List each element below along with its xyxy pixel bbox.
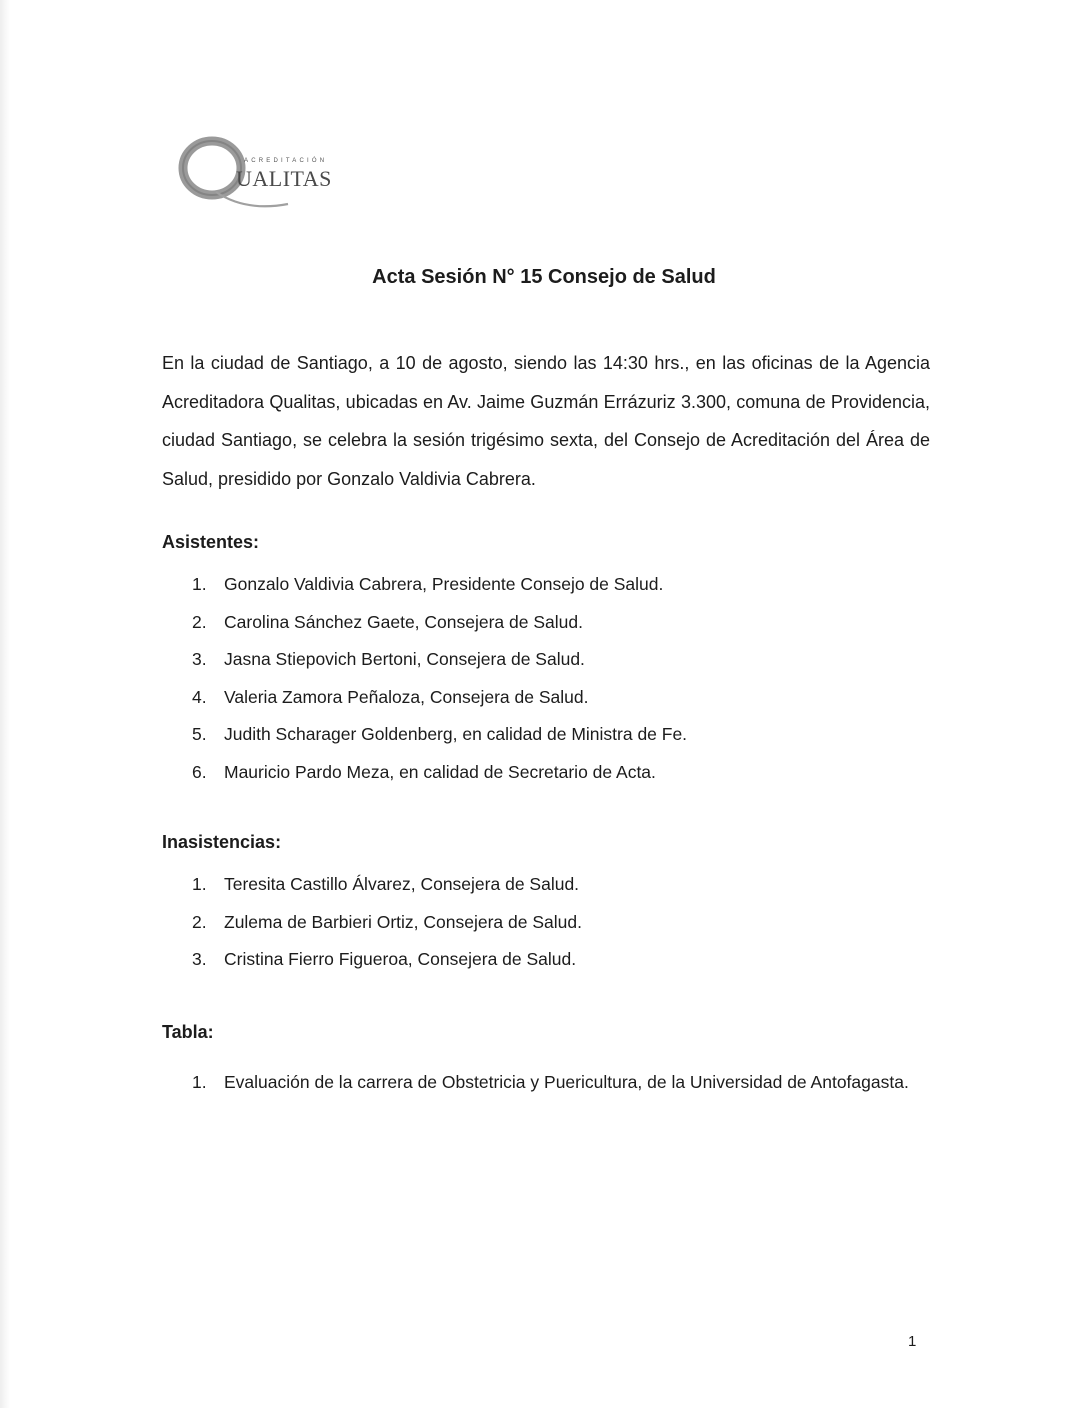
list-number: 2. bbox=[192, 911, 207, 932]
list-item bbox=[186, 910, 582, 948]
list-number: 1. bbox=[192, 1072, 207, 1092]
page-number: 1 bbox=[908, 1333, 917, 1350]
list-item bbox=[186, 1064, 924, 1101]
intro-paragraph: En la ciudad de Santiago, a 10 de agosto, siendo las 14:30 hrs., en las oficinas de la Agencia Acreditadora Qualitas, ubicadas en Av. Jaime Guzmán Errázuriz 3.300, comuna de Providencia, ciudad Santiago, se celebra la sesión trigésimo sexta, del Consejo de Acreditación del Área de Salud, presidido por Gonzalo Valdivia Cabrera. bbox=[162, 353, 930, 489]
list-number: 3. bbox=[192, 949, 207, 970]
list-item bbox=[186, 647, 687, 685]
list-item bbox=[186, 947, 582, 985]
list-number: 4. bbox=[192, 686, 207, 707]
scan-edge-shadow bbox=[0, 0, 10, 1408]
list-text: Mauricio Pardo Meza, en calidad de Secretario de Acta. bbox=[224, 761, 656, 782]
list-text: Valeria Zamora Peñaloza, Consejera de Salud. bbox=[224, 686, 589, 707]
logo-subtitle: ACREDITACIÓN bbox=[244, 158, 328, 164]
inasistencias-list bbox=[186, 872, 582, 985]
list-item bbox=[186, 760, 687, 798]
list-number: 3. bbox=[192, 649, 207, 670]
list-text: Teresita Castillo Álvarez, Consejera de Salud. bbox=[224, 874, 580, 894]
logo-wordmark: UALITAS bbox=[236, 166, 332, 191]
list-number: 2. bbox=[192, 611, 207, 632]
qualitas-logo bbox=[176, 132, 356, 216]
list-text: Jasna Stiepovich Bertoni, Consejera de Salud. bbox=[224, 649, 585, 670]
list-item bbox=[186, 722, 687, 760]
list-text: Gonzalo Valdivia Cabrera, Presidente Consejo de Salud. bbox=[224, 574, 664, 594]
asistentes-heading: Asistentes: bbox=[162, 532, 260, 552]
list-item bbox=[186, 572, 687, 610]
list-text: Carolina Sánchez Gaete, Consejera de Salud. bbox=[224, 611, 583, 632]
list-item bbox=[186, 872, 582, 910]
list-text: Evaluación de la carrera de Obstetricia y Puericultura, de la Universidad de Antofagasta. bbox=[224, 1072, 909, 1092]
list-number: 1. bbox=[192, 574, 207, 594]
list-text: Zulema de Barbieri Ortiz, Consejera de Salud. bbox=[224, 911, 582, 932]
list-number: 1. bbox=[192, 874, 207, 894]
tabla-list bbox=[186, 1064, 924, 1101]
list-number: 5. bbox=[192, 724, 207, 745]
list-number: 6. bbox=[192, 761, 207, 782]
document-title: Acta Sesión N° 15 Consejo de Salud bbox=[372, 266, 716, 288]
list-text: Judith Scharager Goldenberg, en calidad de Ministra de Fe. bbox=[224, 724, 688, 745]
tabla-heading: Tabla: bbox=[162, 1022, 214, 1042]
list-text: Cristina Fierro Figueroa, Consejera de Salud. bbox=[224, 949, 577, 970]
asistentes-list bbox=[186, 572, 687, 798]
inasistencias-heading: Inasistencias: bbox=[162, 832, 282, 852]
list-item bbox=[186, 610, 687, 648]
list-item bbox=[186, 685, 687, 723]
